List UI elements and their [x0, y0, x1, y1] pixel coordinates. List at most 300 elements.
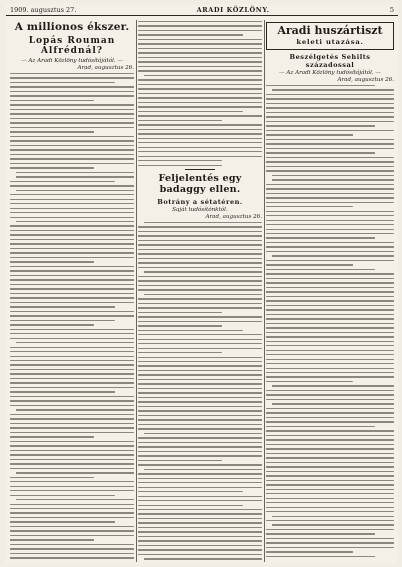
text-line [138, 48, 262, 49]
text-line [266, 242, 394, 243]
text-line [10, 118, 134, 119]
text-line [266, 408, 394, 409]
text-line [138, 249, 262, 250]
text-line [138, 106, 262, 107]
text-line [272, 179, 394, 180]
text-line [10, 382, 134, 383]
text-line [266, 350, 394, 351]
text-line [266, 502, 394, 503]
text-line [10, 270, 134, 271]
text-line [266, 354, 394, 355]
text-line [10, 203, 134, 204]
text-line [138, 253, 262, 254]
text-line [10, 481, 134, 482]
text-line [16, 176, 134, 177]
text-line [10, 293, 134, 294]
article-byline: Arad, augusztus 26. [337, 77, 394, 83]
text-line [138, 156, 262, 157]
text-line [266, 466, 394, 467]
article-subtitle: Lopás Rouman Alfrédnál? [28, 36, 116, 56]
text-line [138, 455, 262, 456]
text-line [138, 383, 262, 384]
text-line [266, 166, 394, 167]
text-line [16, 190, 134, 191]
text-line [266, 152, 375, 153]
text-line [10, 100, 94, 101]
text-line [266, 85, 375, 86]
article-body [266, 85, 394, 557]
text-line [138, 397, 262, 398]
text-line [138, 325, 222, 326]
text-line [138, 536, 262, 537]
text-line [138, 285, 262, 286]
text-line [266, 453, 394, 454]
text-line [10, 364, 134, 365]
text-line [266, 435, 394, 436]
text-line [10, 86, 134, 87]
text-line [10, 530, 134, 531]
text-line [138, 361, 262, 362]
text-line [138, 446, 262, 447]
text-line [10, 297, 134, 298]
text-line [144, 222, 262, 223]
text-line [10, 387, 134, 388]
text-line [266, 157, 394, 158]
text-line [10, 360, 134, 361]
text-line [10, 225, 134, 226]
text-line [138, 102, 262, 103]
text-line [10, 154, 134, 155]
text-line [266, 98, 394, 99]
text-line [10, 284, 134, 285]
text-line [10, 167, 94, 168]
text-line [138, 379, 262, 380]
text-line [10, 373, 134, 374]
text-line [266, 296, 394, 297]
text-line [138, 491, 243, 492]
text-line [10, 82, 115, 83]
text-line [10, 181, 115, 182]
text-line [10, 279, 134, 280]
text-line [266, 448, 394, 449]
article-body-continued [138, 21, 262, 166]
text-line [138, 244, 262, 245]
text-line [138, 88, 262, 89]
text-line [10, 185, 134, 186]
text-line [266, 229, 394, 230]
text-line [10, 311, 134, 312]
text-line [16, 499, 134, 500]
text-line [266, 394, 394, 395]
text-line [266, 390, 394, 391]
text-line [16, 172, 134, 173]
text-line [10, 333, 134, 334]
text-line [138, 464, 262, 465]
text-line [138, 513, 262, 514]
running-header [6, 4, 398, 16]
text-line [10, 495, 115, 496]
text-line [10, 163, 134, 164]
text-line [10, 463, 134, 464]
text-line [138, 540, 262, 541]
text-line [10, 490, 134, 491]
text-line [10, 477, 94, 478]
text-line [266, 211, 394, 212]
text-line [138, 330, 243, 331]
text-line [266, 359, 394, 360]
text-line [138, 388, 262, 389]
text-line [266, 94, 394, 95]
text-line [266, 103, 394, 104]
text-line [266, 368, 394, 369]
text-line [272, 385, 394, 386]
text-line [10, 405, 134, 406]
text-line [266, 529, 394, 530]
column-3 [266, 20, 394, 562]
text-line [138, 30, 262, 31]
text-line [10, 441, 134, 442]
text-line [266, 471, 394, 472]
text-line [10, 427, 134, 428]
text-line [10, 324, 94, 325]
text-line [266, 184, 394, 185]
text-line [266, 493, 394, 494]
text-line [266, 507, 394, 508]
text-line [266, 480, 394, 481]
article-byline: Arad, augusztus 26. [205, 213, 262, 220]
section-divider [185, 169, 215, 170]
text-line [10, 306, 115, 307]
text-line [10, 414, 134, 415]
text-line [138, 509, 262, 510]
text-line [266, 188, 394, 189]
column-1 [10, 20, 134, 562]
text-line [138, 52, 262, 53]
text-line [266, 327, 394, 328]
text-line [266, 538, 394, 539]
text-line [138, 357, 262, 358]
text-line [266, 551, 353, 552]
text-line [144, 469, 262, 470]
text-line [138, 415, 262, 416]
article-body [138, 222, 262, 562]
text-line [10, 553, 134, 554]
text-line [10, 257, 134, 258]
text-line [266, 287, 394, 288]
text-line [138, 334, 262, 335]
text-line [138, 165, 222, 166]
text-line [266, 430, 394, 431]
text-line [10, 243, 134, 244]
text-line [10, 548, 134, 549]
text-line [138, 312, 222, 313]
text-line [10, 217, 134, 218]
column-2 [138, 20, 262, 562]
text-line [272, 89, 394, 90]
article-body [10, 73, 134, 562]
text-line [10, 356, 134, 357]
text-line [138, 527, 262, 528]
article-note: — Az Aradi Közlöny tudósítójától. — [278, 70, 382, 76]
text-line [138, 321, 262, 322]
text-line [10, 230, 134, 231]
text-line [266, 269, 375, 270]
text-line [266, 412, 394, 413]
text-line [10, 95, 134, 96]
text-line [138, 39, 262, 40]
text-line [266, 511, 394, 512]
text-line [138, 151, 262, 152]
text-line [138, 84, 262, 85]
text-line [266, 206, 353, 207]
text-line [266, 170, 394, 171]
text-line [138, 226, 262, 227]
text-line [10, 504, 134, 505]
text-line [10, 320, 115, 321]
text-line [138, 262, 262, 263]
text-line [266, 251, 394, 252]
text-line [10, 248, 134, 249]
text-line [10, 432, 134, 433]
text-line [10, 526, 134, 527]
text-line [266, 318, 394, 319]
text-line [138, 57, 262, 58]
text-line [138, 79, 262, 80]
text-line [138, 549, 262, 550]
text-line [266, 246, 394, 247]
text-line [266, 336, 394, 337]
text-line [266, 484, 394, 485]
header-paper-name: ARADI KÖZLÖNY. [196, 5, 270, 14]
text-line [138, 235, 262, 236]
text-line [10, 315, 134, 316]
text-line [10, 199, 134, 200]
text-line [10, 239, 134, 240]
text-line [10, 252, 134, 253]
text-line [266, 202, 394, 203]
article-title: A millionos ékszer. [14, 21, 130, 33]
text-line [266, 381, 353, 382]
text-line [138, 240, 262, 241]
text-line [10, 418, 134, 419]
text-line [138, 276, 262, 277]
text-line [138, 451, 262, 452]
text-line [138, 473, 262, 474]
text-line [10, 194, 134, 195]
text-line [10, 145, 134, 146]
text-line [138, 505, 243, 506]
article-note: — Az Aradi Közlöny tudósítójától. — [20, 58, 124, 64]
text-line [266, 332, 394, 333]
text-line [266, 193, 394, 194]
text-line [138, 93, 262, 94]
text-line [138, 66, 262, 67]
headline-box-title: Aradi huszártiszt [277, 24, 383, 37]
text-line [138, 133, 262, 134]
article-title: Feljelentés egy badaggy ellen. [158, 172, 242, 195]
text-line [10, 486, 134, 487]
text-line [10, 149, 134, 150]
text-line [138, 339, 262, 340]
text-line [10, 329, 134, 330]
text-line [272, 516, 394, 517]
text-line [10, 212, 134, 213]
headline-box-subtitle: keleti utazása. [296, 38, 364, 46]
text-line [138, 289, 262, 290]
text-line [266, 556, 375, 557]
text-line [144, 433, 262, 434]
text-line [138, 442, 262, 443]
text-line [266, 305, 394, 306]
column-rule [264, 20, 265, 562]
text-line [10, 338, 134, 339]
text-line [138, 316, 262, 317]
text-line [10, 436, 94, 437]
text-line [266, 161, 394, 162]
text-line [138, 280, 262, 281]
text-line [10, 512, 134, 513]
column-rule [136, 20, 137, 562]
text-line [266, 314, 394, 315]
text-line [266, 462, 394, 463]
text-line [10, 288, 134, 289]
text-line [10, 302, 134, 303]
text-line [138, 124, 262, 125]
text-line [10, 396, 134, 397]
headline-box [266, 22, 394, 50]
text-line [138, 115, 262, 116]
text-line [138, 258, 262, 259]
text-line [10, 113, 134, 114]
text-line [138, 482, 262, 483]
text-line [138, 352, 222, 353]
text-line [10, 400, 134, 401]
text-line [266, 260, 394, 261]
text-line [272, 403, 394, 404]
text-line [138, 496, 262, 497]
text-line [266, 426, 375, 427]
text-line [10, 445, 134, 446]
text-line [138, 478, 262, 479]
text-line [138, 298, 262, 299]
text-line [266, 417, 394, 418]
text-line [266, 323, 394, 324]
text-line [10, 351, 134, 352]
text-line [16, 221, 134, 222]
text-line [138, 70, 262, 71]
text-line [10, 535, 134, 536]
text-line [10, 91, 134, 92]
article-note: Saját tudósítónktól. [172, 206, 228, 213]
text-line [266, 215, 394, 216]
text-line [266, 498, 394, 499]
text-line [10, 109, 134, 110]
text-line [10, 423, 134, 424]
text-line [266, 148, 394, 149]
text-line [138, 460, 222, 461]
text-line [138, 518, 262, 519]
text-line [138, 370, 262, 371]
text-line [138, 147, 262, 148]
text-line [10, 454, 134, 455]
text-line [10, 459, 134, 460]
text-line [266, 116, 394, 117]
text-line [138, 410, 262, 411]
text-line [10, 127, 134, 128]
text-line [138, 531, 262, 532]
text-line [266, 125, 375, 126]
text-line [10, 508, 134, 509]
text-line [138, 111, 243, 112]
text-line [266, 143, 394, 144]
text-line [144, 294, 262, 295]
text-line [272, 255, 394, 256]
text-line [266, 278, 394, 279]
text-line [266, 130, 394, 131]
text-line [266, 547, 394, 548]
text-line [144, 558, 262, 559]
text-line [10, 158, 134, 159]
text-line [10, 208, 134, 209]
text-line [138, 392, 262, 393]
text-line [138, 554, 262, 555]
text-line [266, 475, 394, 476]
text-line [138, 522, 262, 523]
text-line [266, 309, 394, 310]
text-line [266, 134, 353, 135]
text-line [266, 237, 375, 238]
text-line [138, 138, 262, 139]
text-line [10, 391, 115, 392]
text-line [10, 131, 94, 132]
text-line [266, 121, 394, 122]
text-line [266, 197, 394, 198]
text-line [272, 524, 394, 525]
header-date: 1909. augusztus 27. [10, 5, 77, 14]
text-line [138, 142, 262, 143]
text-line [266, 439, 394, 440]
text-line [10, 275, 134, 276]
text-line [10, 539, 94, 540]
text-line [10, 378, 134, 379]
text-line [266, 300, 394, 301]
text-line [10, 77, 134, 78]
text-line [266, 399, 394, 400]
text-line [10, 266, 134, 267]
text-line [138, 424, 262, 425]
header-page-number: 5 [389, 5, 394, 14]
text-line [266, 542, 394, 543]
text-line [10, 347, 134, 348]
article-subtitle: Botrány a sétatéren. [157, 197, 243, 206]
text-line [138, 406, 262, 407]
text-line [138, 365, 262, 366]
text-line [266, 291, 394, 292]
text-line [10, 261, 94, 262]
text-line [138, 120, 222, 121]
text-line [272, 175, 394, 176]
text-line [10, 369, 134, 370]
text-line [266, 372, 394, 373]
text-line [10, 521, 115, 522]
text-line [10, 122, 134, 123]
text-line [138, 348, 262, 349]
text-line [10, 544, 134, 545]
text-line [16, 342, 134, 343]
text-line [138, 545, 262, 546]
text-line [10, 517, 134, 518]
text-line [10, 104, 134, 105]
